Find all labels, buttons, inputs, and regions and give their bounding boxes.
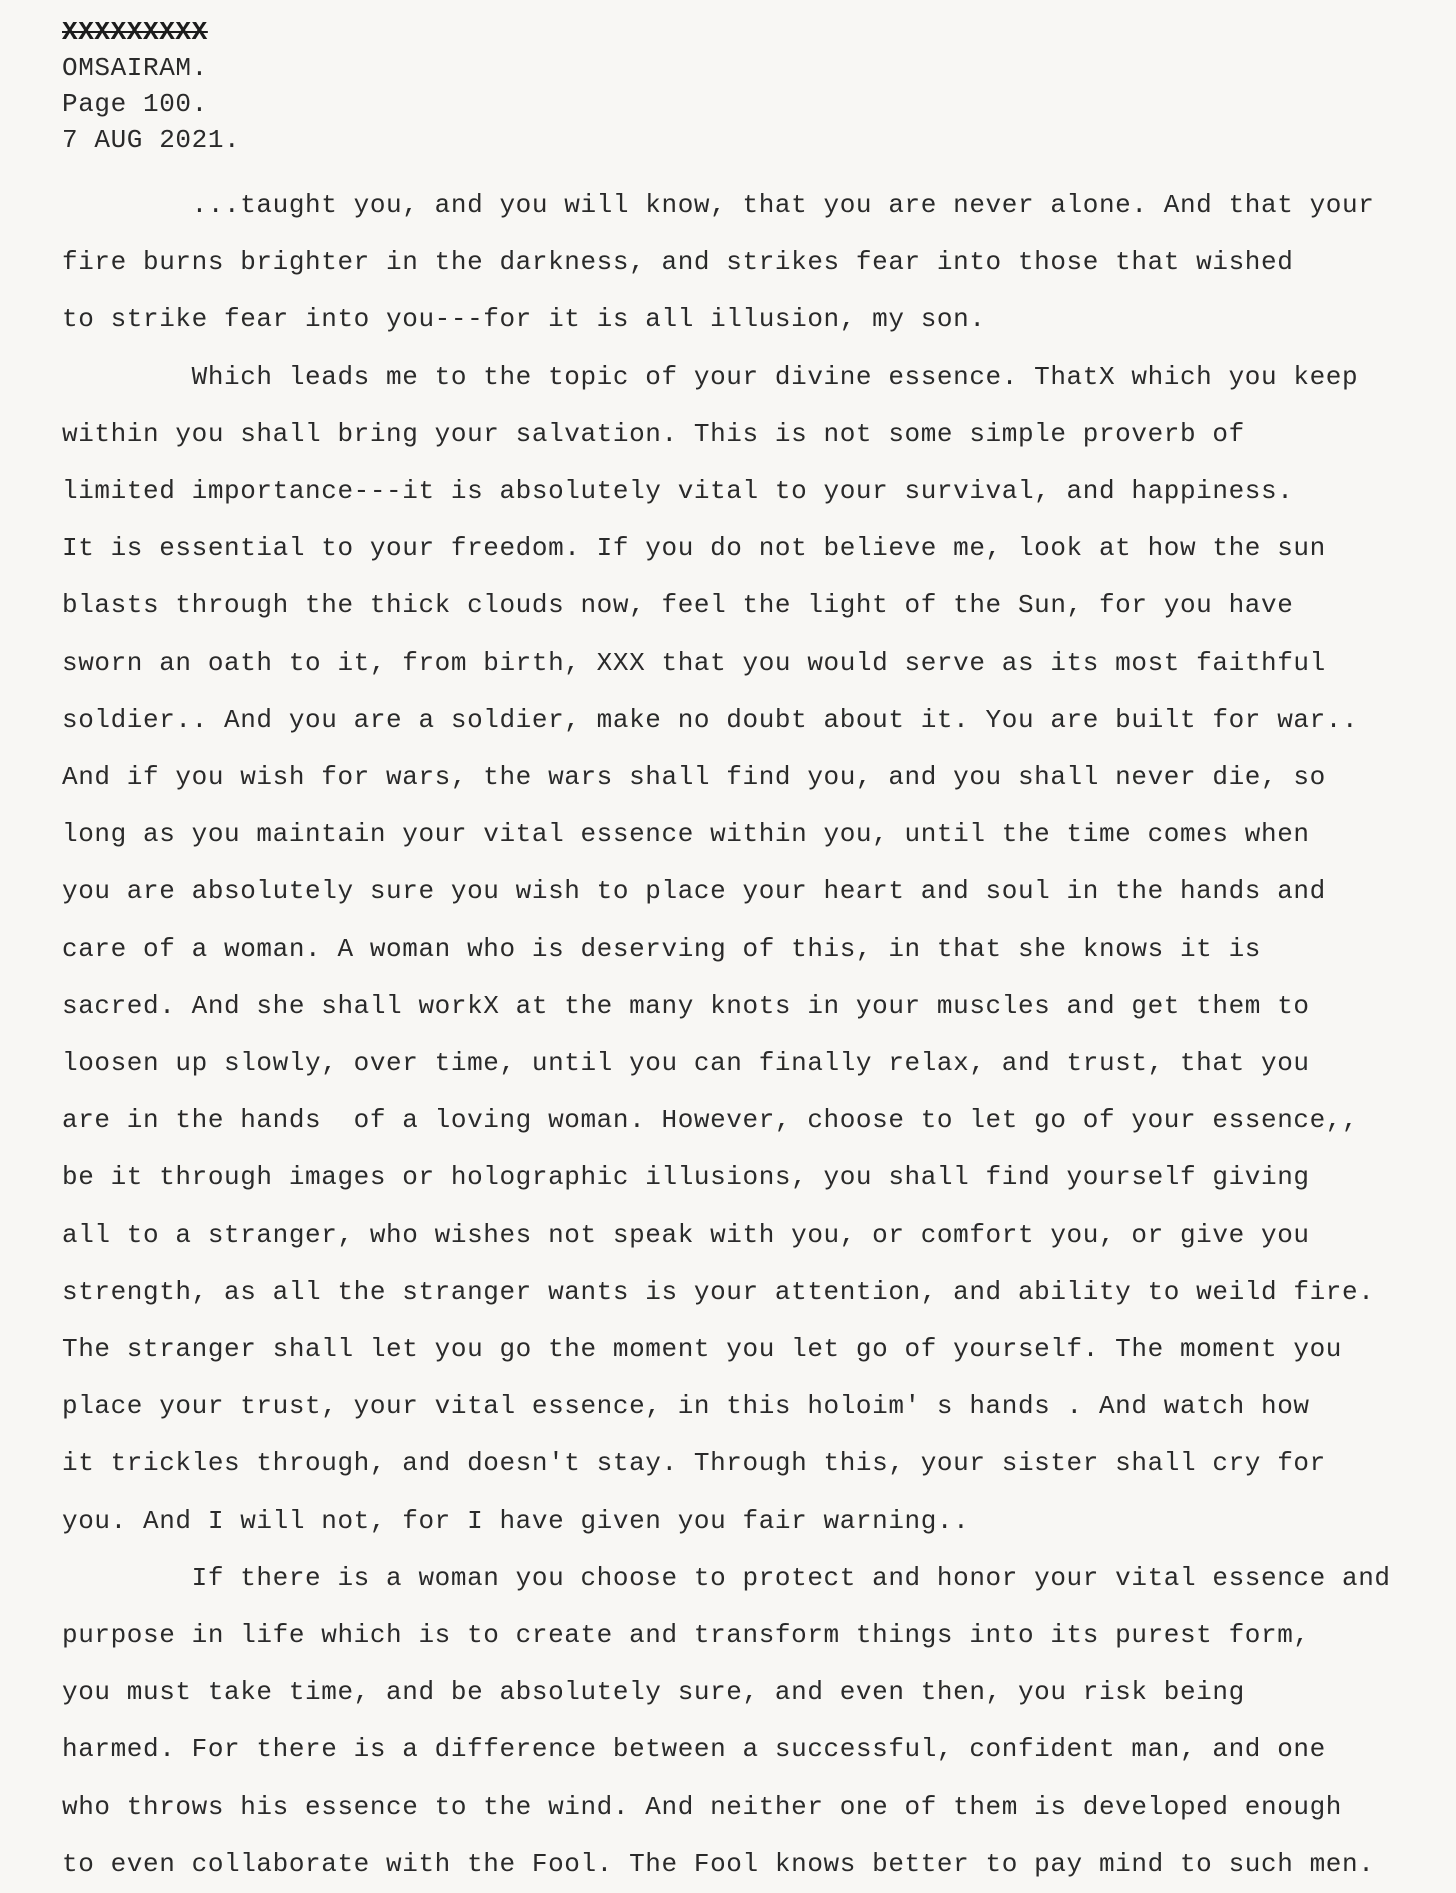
text-line: limited importance---it is absolutely vital to your survival, and happiness.: [62, 476, 1294, 507]
text-line: The stranger shall let you go the moment you let go of yourself. The moment you: [62, 1334, 1342, 1365]
page-number: Page 100.: [62, 89, 208, 119]
text-line: you must take time, and be absolutely sure, and even then, you risk being: [62, 1677, 1245, 1708]
text-line: you. And I will not, for I have given you fair warning..: [62, 1505, 970, 1536]
text-line: And if you wish for wars, the wars shall find you, and you shall never die, so: [62, 762, 1326, 793]
text-line: ...taught you, and you will know, that you are never alone. And that your: [62, 190, 1375, 220]
text-line: It is essential to your freedom. If you do not believe me, look at how the sun: [62, 533, 1326, 564]
text-line: to even collaborate with the Fool. The Fool knows better to pay mind to such men.: [62, 1848, 1375, 1879]
text-line: it trickles through, and doesn't stay. Through this, your sister shall cry for: [62, 1448, 1326, 1479]
text-line: harmed. For there is a difference between a successful, confident man, and one: [62, 1734, 1326, 1765]
text-line: fire burns brighter in the darkness, and strikes fear into those that wished: [62, 247, 1294, 278]
text-line: strength, as all the stranger wants is your attention, and ability to weild fire.: [62, 1276, 1375, 1307]
text-line: place your trust, your vital essence, in this holoim' s hands . And watch how: [62, 1391, 1310, 1422]
text-line: Which leads me to the topic of your divine essence. ThatX which you keep: [62, 361, 1359, 392]
body-text: [62, 177, 1447, 1893]
text-line: blasts through the thick clouds now, feel the light of the Sun, for you have: [62, 590, 1294, 621]
text-line: sacred. And she shall workX at the many knots in your muscles and get them to: [62, 990, 1310, 1021]
text-line: long as you maintain your vital essence within you, until the time comes when: [62, 819, 1310, 850]
page-header: [62, 14, 240, 158]
text-line: loosen up slowly, over time, until you can finally relax, and trust, that you: [62, 1048, 1310, 1079]
text-line: sworn an oath to it, from birth, XXX that you would serve as its most faithful: [62, 647, 1326, 678]
text-line: within you shall bring your salvation. This is not some simple proverb of: [62, 418, 1245, 449]
text-line: soldier.. And you are a soldier, make no doubt about it. You are built for war..: [62, 704, 1359, 735]
text-line: all to a stranger, who wishes not speak with you, or comfort you, or give you: [62, 1219, 1310, 1250]
struck-out-text: XXXXXXXXX: [62, 17, 208, 47]
text-line: purpose in life which is to create and transform things into its purest form,: [62, 1620, 1310, 1651]
text-line: to strike fear into you---for it is all illusion, my son.: [62, 304, 986, 335]
text-line: who throws his essence to the wind. And neither one of them is developed enough: [62, 1791, 1342, 1822]
text-line: If there is a woman you choose to protect and honor your vital essence and: [62, 1562, 1391, 1593]
text-line: you are absolutely sure you wish to place your heart and soul in the hands and: [62, 876, 1326, 907]
page-heading: OMSAIRAM.: [62, 53, 208, 83]
page-date: 7 AUG 2021.: [62, 125, 241, 155]
text-line: care of a woman. A woman who is deserving of this, in that she knows it is: [62, 933, 1261, 964]
text-line: are in the hands of a loving woman. However, choose to let go of your essence,,: [62, 1105, 1359, 1136]
text-line: be it through images or holographic illusions, you shall find yourself giving: [62, 1162, 1310, 1193]
